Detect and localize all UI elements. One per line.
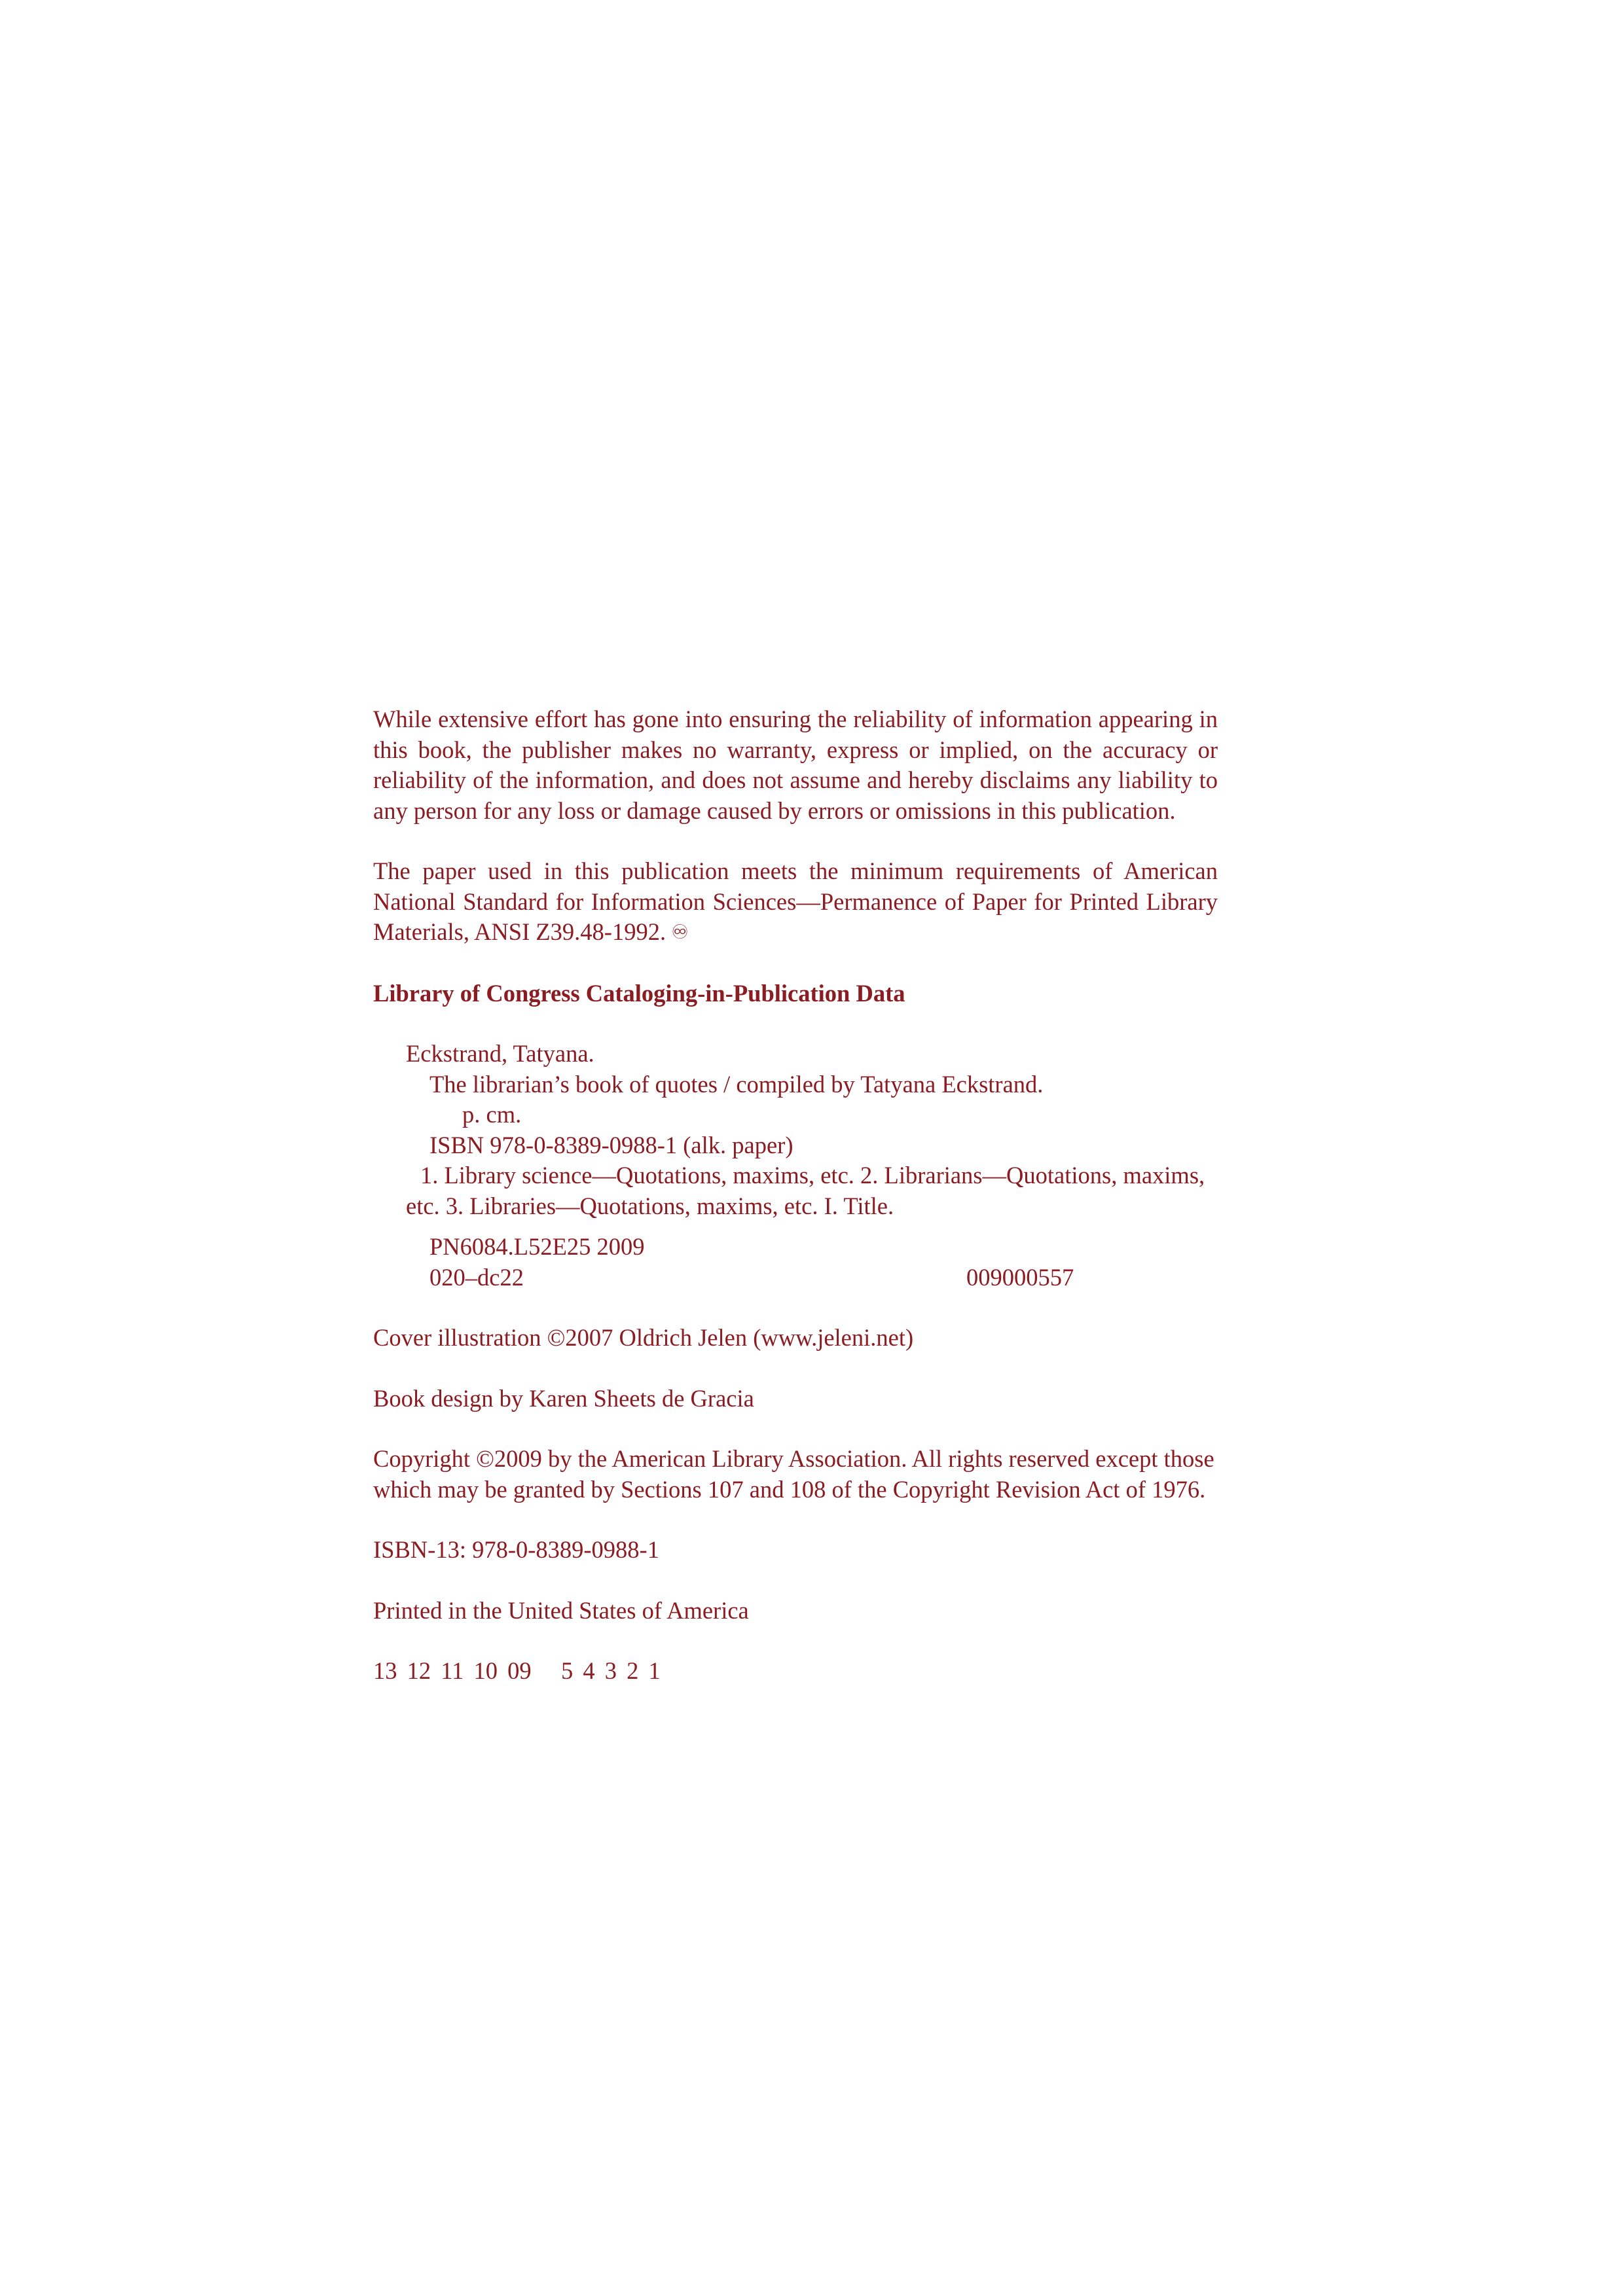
cip-control-number: 009000557 xyxy=(966,1263,1074,1291)
disclaimer-paragraph: While extensive effort has gone into ensuring the reliability of information appearing in this book, the publisher makes no warranty, express or implied, on the accuracy or reliability of the information, and does not assume and hereby disclaims any liability to any person for any loss or damage caused by errors or omissions in this publication. xyxy=(373,706,1218,824)
cip-heading: Library of Congress Cataloging-in-Publication Data xyxy=(373,979,905,1007)
printing-number-line xyxy=(373,1656,1218,1687)
cip-title: The librarian’s book of quotes / compiled by Tatyana Eckstrand. xyxy=(429,1070,1044,1098)
cip-subjects: 1. Library science—Quotations, maxims, etc. 2. Librarians—Quotations, maxims, etc. 3. Libraries—Quotations, maxims, etc. I. Title. xyxy=(406,1162,1205,1219)
paper-notice-paragraph xyxy=(373,856,1218,948)
cip-isbn: ISBN 978-0-8389-0988-1 (alk. paper) xyxy=(429,1131,793,1158)
paper-notice-text: The paper used in this publication meets the minimum requirements of American National Standard for Information Sciences—Permanence of Paper for Printed Library Materials, ANSI Z39.48-1992. xyxy=(373,857,1218,945)
cip-physical-description: p. cm. xyxy=(462,1101,522,1128)
cip-lc-call-number: PN6084.L52E25 2009 xyxy=(429,1233,645,1260)
design-credit: Book design by Karen Sheets de Gracia xyxy=(373,1384,754,1412)
printed-in-line: Printed in the United States of America xyxy=(373,1596,749,1624)
cip-dewey-number: 020–dc22 xyxy=(429,1263,524,1291)
cip-dewey-row xyxy=(373,1263,1218,1293)
copyright-notice: Copyright ©2009 by the American Library Association. All rights reserved except those which may be granted by Sections 107 and 108 of the Copyright Revision Act of 1976. xyxy=(373,1445,1214,1503)
isbn13-line: ISBN-13: 978-0-8389-0988-1 xyxy=(373,1536,659,1563)
cip-block xyxy=(373,1039,1218,1293)
cover-credit: Cover illustration ©2007 Oldrich Jelen (www.jeleni.net) xyxy=(373,1324,914,1351)
infinity-paper-icon: ♾ xyxy=(671,922,689,943)
cip-author: Eckstrand, Tatyana. xyxy=(406,1040,594,1067)
printing-years: 13 12 11 10 09 xyxy=(373,1657,532,1684)
copyright-page-content xyxy=(373,704,1218,1687)
printing-impressions: 5 4 3 2 1 xyxy=(561,1657,661,1684)
